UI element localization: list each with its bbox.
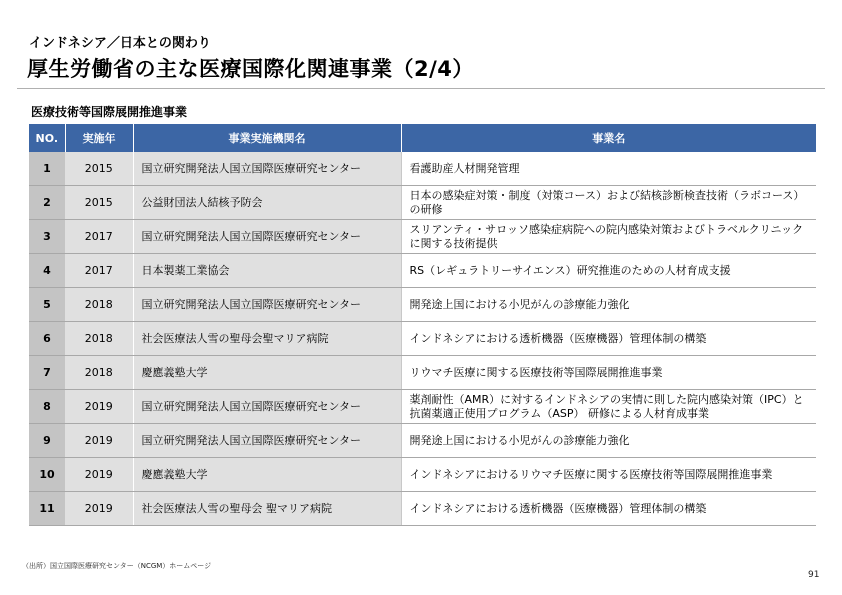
row-project-name: リウマチ医療に関する医療技術等国際展開推進事業 (401, 356, 816, 390)
row-number: 8 (29, 390, 65, 424)
row-year: 2019 (65, 424, 133, 458)
row-year: 2017 (65, 220, 133, 254)
row-project-name: インドネシアにおける透析機器（医療機器）管理体制の構築 (401, 492, 816, 526)
title-divider (17, 88, 825, 89)
row-number: 3 (29, 220, 65, 254)
row-organization: 社会医療法人雪の聖母会聖マリア病院 (133, 322, 401, 356)
row-project-name: インドネシアにおけるリウマチ医療に関する医療技術等国際展開推進事業 (401, 458, 816, 492)
row-organization: 社会医療法人雪の聖母会 聖マリア病院 (133, 492, 401, 526)
table-header-row (29, 124, 816, 152)
row-project-name: RS（レギュラトリーサイエンス）研究推進のための人材育成支援 (401, 254, 816, 288)
row-year: 2015 (65, 152, 133, 186)
row-project-name: 開発途上国における小児がんの診療能力強化 (401, 424, 816, 458)
page-subtitle: インドネシア／日本との関わり (29, 36, 211, 51)
row-number: 2 (29, 186, 65, 220)
table-row (29, 186, 816, 220)
row-year: 2019 (65, 390, 133, 424)
row-number: 7 (29, 356, 65, 390)
row-number: 6 (29, 322, 65, 356)
row-year: 2018 (65, 356, 133, 390)
source-note: （出所）国立国際医療研究センター（NCGM）ホームページ (22, 562, 212, 570)
row-number: 1 (29, 152, 65, 186)
row-organization: 日本製薬工業協会 (133, 254, 401, 288)
page-number: 91 (808, 570, 820, 580)
row-year: 2018 (65, 288, 133, 322)
row-organization: 国立研究開発法人国立国際医療研究センター (133, 152, 401, 186)
column-header-year: 実施年 (65, 124, 133, 152)
row-year: 2018 (65, 322, 133, 356)
row-organization: 公益財団法人結核予防会 (133, 186, 401, 220)
row-project-name: 薬剤耐性（AMR）に対するインドネシアの実情に則した院内感染対策（IPC）と抗菌薬適正使用プログラム（ASP） 研修による人材育成事業 (401, 390, 816, 424)
table-row (29, 254, 816, 288)
column-header-project-name: 事業名 (401, 124, 816, 152)
column-header-no: NO. (29, 124, 65, 152)
page-title: 厚生労働省の主な医療国際化関連事業（2/4） (27, 57, 474, 81)
table-row (29, 152, 816, 186)
row-organization: 慶應義塾大学 (133, 458, 401, 492)
row-number: 5 (29, 288, 65, 322)
row-project-name: 開発途上国における小児がんの診療能力強化 (401, 288, 816, 322)
row-organization: 慶應義塾大学 (133, 356, 401, 390)
row-year: 2015 (65, 186, 133, 220)
table-row (29, 424, 816, 458)
table-row (29, 390, 816, 424)
table-row (29, 492, 816, 526)
table-row (29, 458, 816, 492)
row-number: 9 (29, 424, 65, 458)
row-project-name: 看護助産人材開発管理 (401, 152, 816, 186)
row-number: 11 (29, 492, 65, 526)
table-row (29, 356, 816, 390)
table-row (29, 220, 816, 254)
row-year: 2017 (65, 254, 133, 288)
row-year: 2019 (65, 492, 133, 526)
row-organization: 国立研究開発法人国立国際医療研究センター (133, 424, 401, 458)
table-row (29, 322, 816, 356)
projects-table (29, 124, 816, 526)
row-organization: 国立研究開発法人国立国際医療研究センター (133, 390, 401, 424)
row-organization: 国立研究開発法人国立国際医療研究センター (133, 288, 401, 322)
column-header-organization: 事業実施機関名 (133, 124, 401, 152)
row-project-name: スリアンティ・サロッソ感染症病院への院内感染対策およびトラベルクリニックに関する技術提供 (401, 220, 816, 254)
row-project-name: 日本の感染症対策・制度（対策コース）および結核診断検査技術（ラボコース）の研修 (401, 186, 816, 220)
row-organization: 国立研究開発法人国立国際医療研究センター (133, 220, 401, 254)
table-row (29, 288, 816, 322)
row-number: 10 (29, 458, 65, 492)
row-number: 4 (29, 254, 65, 288)
row-year: 2019 (65, 458, 133, 492)
row-project-name: インドネシアにおける透析機器（医療機器）管理体制の構築 (401, 322, 816, 356)
section-title: 医療技術等国際展開推進事業 (31, 105, 188, 119)
